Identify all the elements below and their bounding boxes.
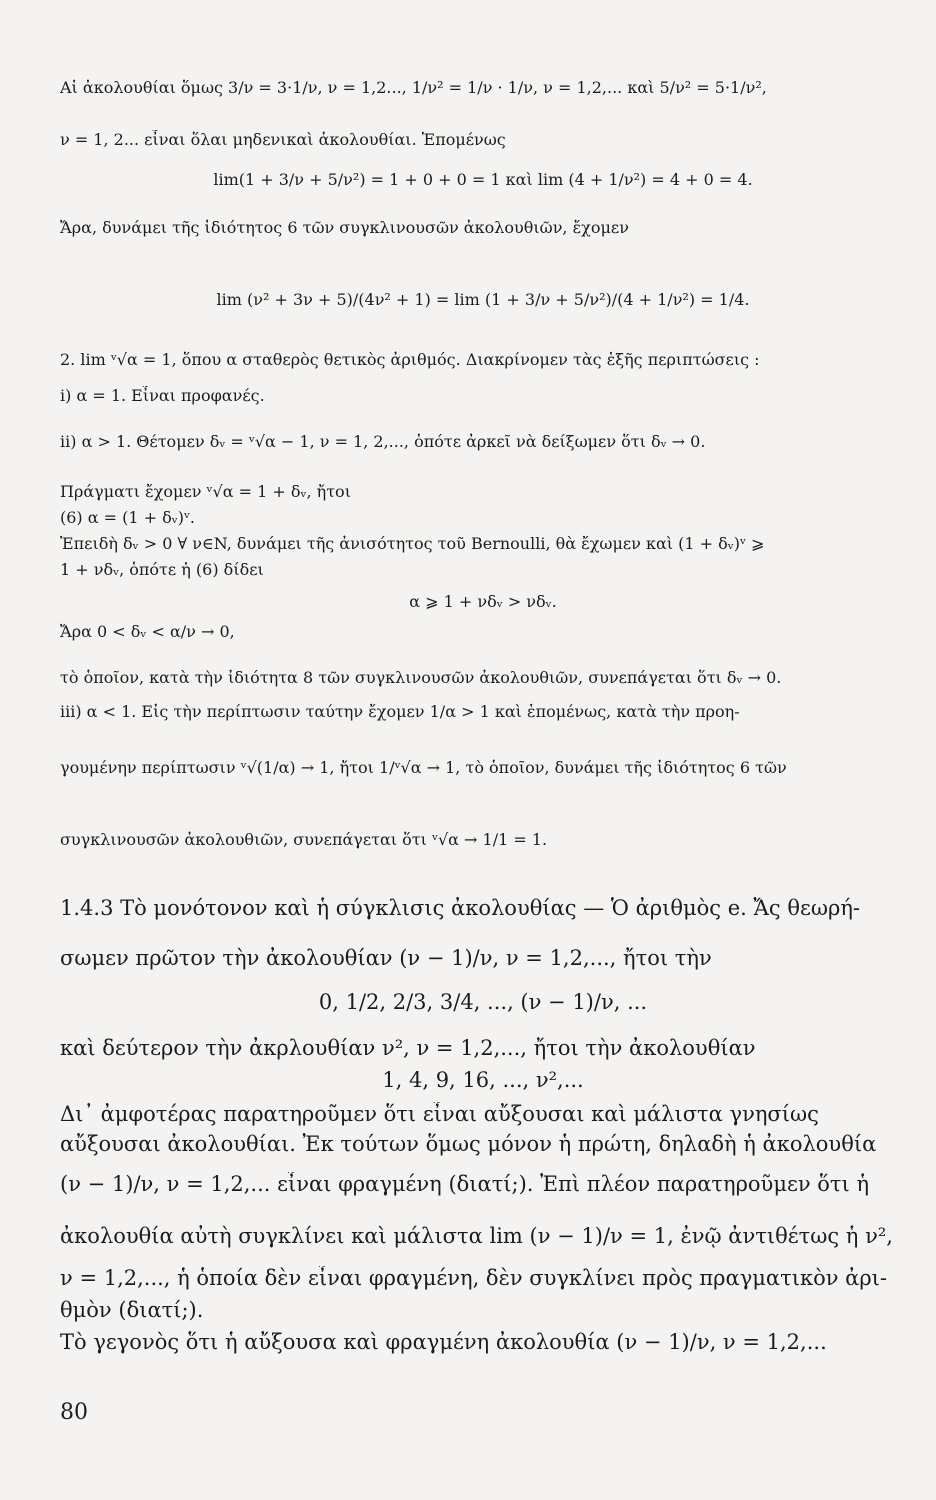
inequality-line: α ⩾ 1 + νδᵥ > νδᵥ. <box>409 592 557 611</box>
text-line-24: Δι᾿ ἀμφοτέρας παρατηροῦμεν ὅτι εἶναι αὔξουσαι καὶ μάλιστα γνησίως <box>60 1102 819 1126</box>
text-line-20: σωμεν πρῶτον τὴν ἀκολουθίαν (ν − 1)/ν, ν = 1,2,..., ἤτοι τὴν <box>60 946 712 970</box>
formula-limits: lim(1 + 3/ν + 5/ν²) = 1 + 0 + 0 = 1 καὶ lim (4 + 1/ν²) = 4 + 0 = 4. <box>213 170 753 189</box>
formula-fraction-limit: lim (ν² + 3ν + 5)/(4ν² + 1) = lim (1 + 3/ν + 5/ν²)/(4 + 1/ν²) = 1/4. <box>216 290 750 309</box>
text-line-11: Ἐπειδὴ δᵥ > 0 ∀ ν∈N, δυνάμει τῆς ἀνισότητος τοῦ Bernoulli, θὰ ἔχωμεν καὶ (1 + δᵥ)ᵛ ⩾ <box>60 534 765 553</box>
text-line-9: Πράγματι ἔχομεν ᵛ√α = 1 + δᵥ, ἤτοι <box>60 482 351 501</box>
text-line-4: Ἄρα, δυνάμει τῆς ἰδιότητος 6 τῶν συγκλινουσῶν ἀκολουθιῶν, ἔχομεν <box>60 218 629 237</box>
text-line-18: συγκλινουσῶν ἀκολουθιῶν, συνεπάγεται ὅτι ᵛ√α → 1/1 = 1. <box>60 830 548 849</box>
case-ii: ii) α > 1. Θέτομεν δᵥ = ᵛ√α − 1, ν = 1, 2,..., ὁπότε ἀρκεῖ νὰ δείξωμεν ὅτι δᵥ → 0. <box>60 432 706 451</box>
text-line-14: Ἄρα 0 < δᵥ < α/ν → 0, <box>60 622 235 641</box>
text-line-1: Αἱ ἀκολουθίαι ὅμως 3/ν = 3·1/ν, ν = 1,2..., 1/ν² = 1/ν · 1/ν, ν = 1,2,... καὶ 5/ν² = 5·1/ν², <box>60 78 767 97</box>
text-line-30: Τὸ γεγονὸς ὅτι ἡ αὔξουσα καὶ φραγμένη ἀκολουθία (ν − 1)/ν, ν = 1,2,... <box>60 1330 827 1354</box>
text-line-22: καὶ δεύτερον τὴν ἀκρλουθίαν ν², ν = 1,2,..., ἤτοι τὴν ἀκολουθίαν <box>60 1036 756 1060</box>
case-i: i) α = 1. Εἶναι προφανές. <box>60 386 265 405</box>
page-number: 80 <box>60 1400 88 1425</box>
equation-6: (6) α = (1 + δᵥ)ᵛ. <box>60 508 196 527</box>
sequence-squares: 1, 4, 9, 16, ..., ν²,... <box>382 1068 584 1092</box>
text-line-17: γουμένην περίπτωσιν ᵛ√(1/α) → 1, ἤτοι 1/ᵛ√α → 1, τὸ ὁποῖον, δυνάμει τῆς ἰδιότητος 6 τῶν <box>60 758 787 777</box>
text-line-2: ν = 1, 2... εἶναι ὅλαι μηδενικαὶ ἀκολουθίαι. Ἑπομένως <box>60 130 506 149</box>
text-line-29: θμὸν (διατί;). <box>60 1298 204 1322</box>
text-line-12: 1 + νδᵥ, ὁπότε ἡ (6) δίδει <box>60 560 264 579</box>
text-line-25: αὔξουσαι ἀκολουθίαι. Ἐκ τούτων ὅμως μόνον ἡ πρώτη, δηλαδὴ ἡ ἀκολουθία <box>60 1132 877 1156</box>
section-heading: 1.4.3 Τὸ μονότονον καὶ ἡ σύγκλισις ἀκολουθίας — Ὁ ἀριθμὸς e. Ἄς θεωρή- <box>60 896 861 920</box>
sequence-fractions: 0, 1/2, 2/3, 3/4, ..., (ν − 1)/ν, ... <box>318 990 648 1014</box>
text-line-27: ἀκολουθία αὐτὴ συγκλίνει καὶ μάλιστα lim (ν − 1)/ν = 1, ἐνῷ ἀντιθέτως ἡ ν², <box>60 1224 893 1248</box>
case-iii: iii) α < 1. Εἰς τὴν περίπτωσιν ταύτην ἔχομεν 1/α > 1 καὶ ἑπομένως, κατὰ τὴν προη- <box>60 702 740 721</box>
text-line-15: τὸ ὁποῖον, κατὰ τὴν ἰδιότητα 8 τῶν συγκλινουσῶν ἀκολουθιῶν, συνεπάγεται ὅτι δᵥ → 0. <box>60 668 782 687</box>
item-2-heading: 2. lim ᵛ√α = 1, ὅπου α σταθερὸς θετικὸς ἀριθμός. Διακρίνομεν τὰς ἑξῆς περιπτώσεις : <box>60 350 760 369</box>
text-line-26: (ν − 1)/ν, ν = 1,2,... εἶναι φραγμένη (διατί;). Ἐπὶ πλέον παρατηροῦμεν ὅτι ἡ <box>60 1172 870 1196</box>
text-line-28: ν = 1,2,..., ἡ ὁποία δὲν εἶναι φραγμένη, δὲν συγκλίνει πρὸς πραγματικὸν ἀρι- <box>60 1266 888 1290</box>
